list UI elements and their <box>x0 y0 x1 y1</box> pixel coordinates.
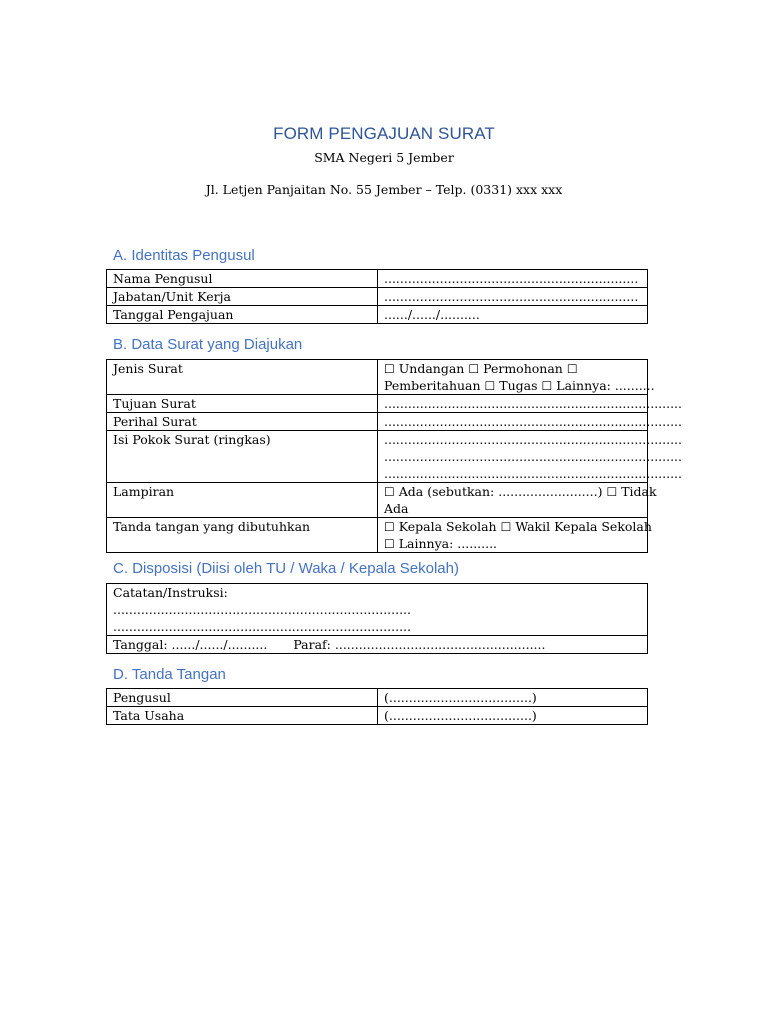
option-undangan: Undangan <box>398 361 465 376</box>
identity-table <box>106 269 648 324</box>
checkbox-pemberitahuan[interactable]: ☐ <box>566 362 578 376</box>
option-lainnya: Lainnya: .......... <box>556 378 655 393</box>
section-a-heading: A. Identitas Pengusul <box>113 247 255 264</box>
field-tanggal-pengajuan[interactable]: ....../....../.......... <box>378 306 648 324</box>
option-pemberitahuan: Pemberitahuan <box>384 378 481 393</box>
checkbox-kepala-sekolah[interactable]: ☐ <box>384 520 395 534</box>
label-jabatan: Jabatan/Unit Kerja <box>107 288 378 306</box>
catatan-line: ........................................................................... <box>113 619 412 634</box>
label-perihal-surat: Perihal Surat <box>107 413 378 431</box>
option-ttd-lainnya: Lainnya: .......... <box>398 536 498 551</box>
field-nama-pengusul[interactable]: ................................................................ <box>378 270 648 288</box>
section-c-heading: C. Disposisi (Diisi oleh TU / Waka / Kepala Sekolah) <box>113 560 459 577</box>
label-jenis-surat: Jenis Surat <box>107 360 378 395</box>
option-permohonan: Permohonan <box>483 361 563 376</box>
signature-pengusul[interactable]: (....................................) <box>378 689 648 707</box>
option-tidak-ada-cont: Ada <box>384 501 409 516</box>
lampiran-options <box>378 483 657 518</box>
disposition-table <box>106 583 648 654</box>
label-isi-pokok: Isi Pokok Surat (ringkas) <box>107 431 378 483</box>
option-tidak: Tidak <box>621 484 657 499</box>
ttd-options <box>378 518 652 553</box>
field-tujuan-surat[interactable]: ........................................................................... <box>378 395 648 413</box>
option-ada: Ada (sebutkan: .........................) <box>398 484 603 499</box>
table-row <box>107 431 648 483</box>
table-row <box>107 288 648 306</box>
table-row <box>107 689 648 707</box>
isi-line: ........................................................................... <box>384 432 683 447</box>
letter-data-table <box>106 359 683 553</box>
catatan-label: Catatan/Instruksi: <box>113 585 228 600</box>
table-row <box>107 584 648 636</box>
table-row <box>107 395 648 413</box>
table-row <box>107 483 648 518</box>
checkbox-ada[interactable]: ☐ <box>384 485 395 499</box>
tanggal-paraf-row[interactable] <box>107 636 648 654</box>
table-row <box>107 707 648 725</box>
field-jabatan[interactable]: ................................................................ <box>378 288 648 306</box>
signature-tata-usaha[interactable]: (....................................) <box>378 707 648 725</box>
school-address: Jl. Letjen Panjaitan No. 55 Jember – Telp. (0331) xxx xxx <box>205 182 563 197</box>
checkbox-undangan[interactable]: ☐ <box>384 362 395 376</box>
paraf-field: Paraf: ..................................................... <box>293 637 546 652</box>
label-tanda-tangan: Tanda tangan yang dibutuhkan <box>107 518 378 553</box>
checkbox-lainnya[interactable]: ☐ <box>541 379 553 393</box>
field-perihal-surat[interactable]: ........................................................................... <box>378 413 648 431</box>
option-kepala-sekolah: Kepala Sekolah <box>398 519 497 534</box>
checkbox-tugas[interactable]: ☐ <box>484 379 496 393</box>
school-name: SMA Negeri 5 Jember <box>314 150 454 165</box>
isi-line: ........................................................................... <box>384 449 683 464</box>
isi-line: ........................................................................... <box>384 466 683 481</box>
label-nama-pengusul: Nama Pengusul <box>107 270 378 288</box>
label-lampiran: Lampiran <box>107 483 378 518</box>
form-title: FORM PENGAJUAN SURAT <box>273 124 495 143</box>
table-row <box>107 270 648 288</box>
table-row <box>107 413 648 431</box>
table-row <box>107 306 648 324</box>
catatan-line: ........................................................................... <box>113 602 412 617</box>
field-isi-pokok[interactable] <box>378 431 683 483</box>
jenis-surat-options <box>378 360 655 395</box>
section-b-heading: B. Data Surat yang Diajukan <box>113 336 303 353</box>
table-row <box>107 636 648 654</box>
section-d-heading: D. Tanda Tangan <box>113 666 226 683</box>
table-row <box>107 360 648 395</box>
label-tata-usaha: Tata Usaha <box>107 707 378 725</box>
checkbox-ttd-lainnya[interactable]: ☐ <box>384 537 395 551</box>
tanggal-field: Tanggal: ....../....../.......... <box>113 637 268 652</box>
checkbox-permohonan[interactable]: ☐ <box>468 362 480 376</box>
signature-table <box>106 688 648 725</box>
checkbox-tidak-ada[interactable]: ☐ <box>606 485 618 499</box>
table-row <box>107 518 648 553</box>
label-pengusul: Pengusul <box>107 689 378 707</box>
label-tanggal-pengajuan: Tanggal Pengajuan <box>107 306 378 324</box>
checkbox-wakil-kepala[interactable]: ☐ <box>500 520 512 534</box>
field-catatan[interactable] <box>107 584 648 636</box>
label-tujuan-surat: Tujuan Surat <box>107 395 378 413</box>
option-tugas: Tugas <box>499 378 538 393</box>
option-wakil-kepala: Wakil Kepala Sekolah <box>515 519 652 534</box>
